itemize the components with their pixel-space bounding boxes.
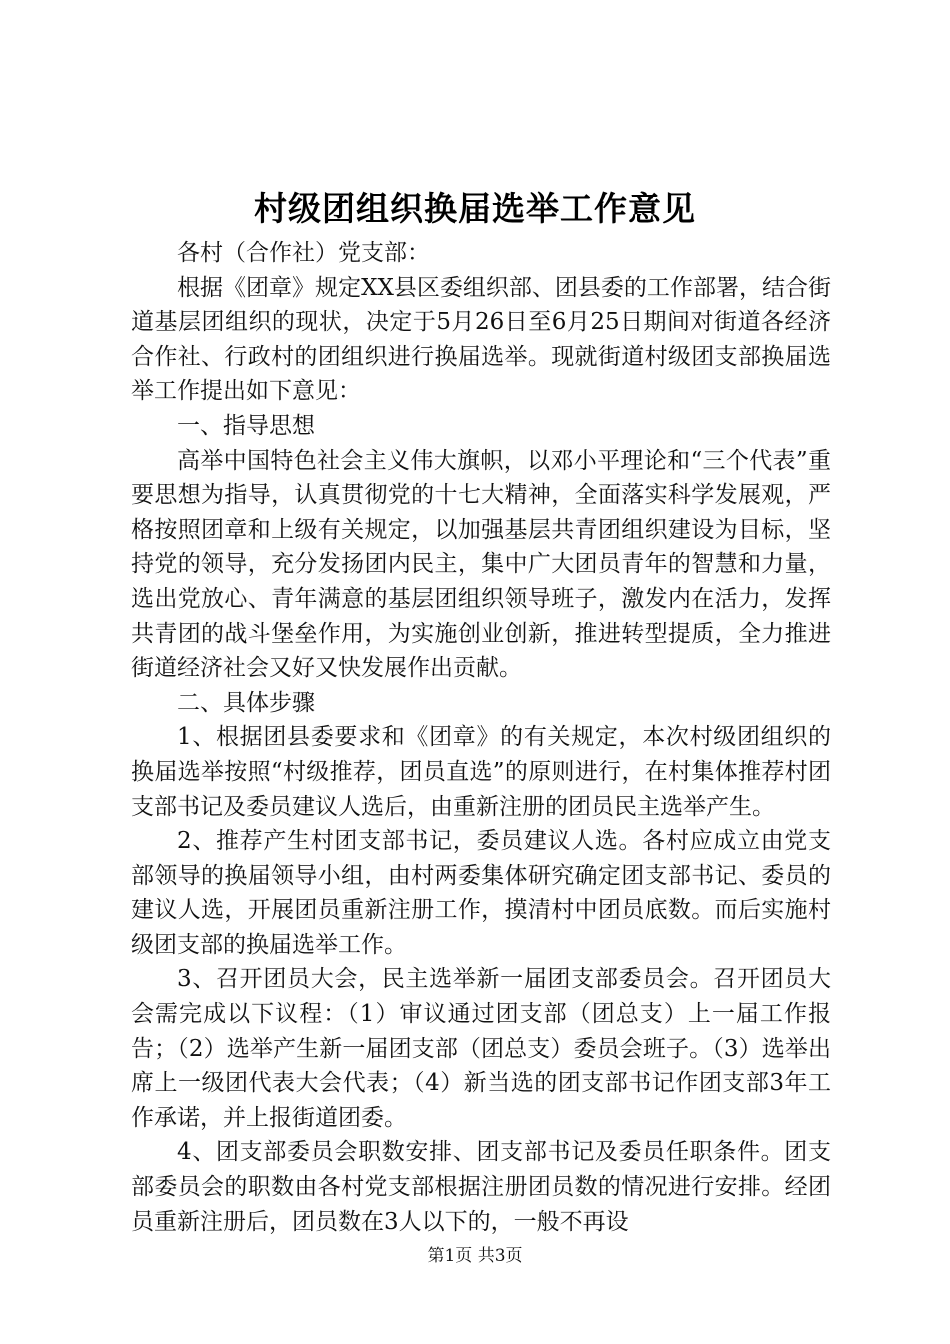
paragraph-intro: 根据《团章》规定XX县区委组织部、团县委的工作部署，结合街道基层团组织的现状，决定于5月26日至6月25日期间对街道各经济合作社、行政村的团组织进行换届选举。现就街道村级团支部换届选举工作提出如下意见：: [131, 274, 831, 405]
document-title: 村级团组织换届选举工作意见: [254, 189, 696, 228]
section-heading-guiding-thought: 一、指导思想: [177, 412, 315, 439]
page-number-footer: 第1页 共3页: [427, 1246, 523, 1266]
paragraph-step-4: 4、团支部委员会职数安排、团支部书记及委员任职条件。团支部委员会的职数由各村党支部根据注册团员数的情况进行安排。经团员重新注册后，团员数在3人以下的，一般不再设: [131, 1139, 831, 1235]
paragraph-guiding-thought: 高举中国特色社会主义伟大旗帜，以邓小平理论和“三个代表”重要思想为指导，认真贯彻党的十七大精神，全面落实科学发展观，严格按照团章和上级有关规定，以加强基层共青团组织建设为目标，坚持党的领导，充分发扬团内民主，集中广大团员青年的智慧和力量，选出党放心、青年满意的基层团组织领导班子，激发内在活力，发挥共青团的战斗堡垒作用，为实施创业创新，推进转型提质，全力推进街道经济社会又好又快发展作出贡献。: [131, 447, 831, 682]
paragraph-step-1: 1、根据团县委要求和《团章》的有关规定，本次村级团组织的换届选举按照“村级推荐，团员直选”的原则进行，在村集体推荐村团支部书记及委员建议人选后，由重新注册的团员民主选举产生。: [131, 724, 831, 820]
paragraph-step-3: 3、召开团员大会，民主选举新一届团支部委员会。召开团员大会需完成以下议程：（1）审议通过团支部（团总支）上一届工作报告；（2）选举产生新一届团支部（团总支）委员会班子。（3）选举出席上一级团代表大会代表；（4）新当选的团支部书记作团支部3年工作承诺，并上报街道团委。: [131, 966, 831, 1131]
document-body: [131, 236, 831, 1239]
greeting-line: 各村（合作社）党支部：: [177, 240, 430, 266]
section-heading-steps: 二、具体步骤: [177, 689, 315, 716]
paragraph-step-2: 2、推荐产生村团支部书记，委员建议人选。各村应成立由党支部领导的换届领导小组，由村两委集体研究确定团支部书记、委员的建议人选，开展团员重新注册工作，摸清村中团员底数。而后实施村级团支部的换届选举工作。: [131, 828, 831, 958]
